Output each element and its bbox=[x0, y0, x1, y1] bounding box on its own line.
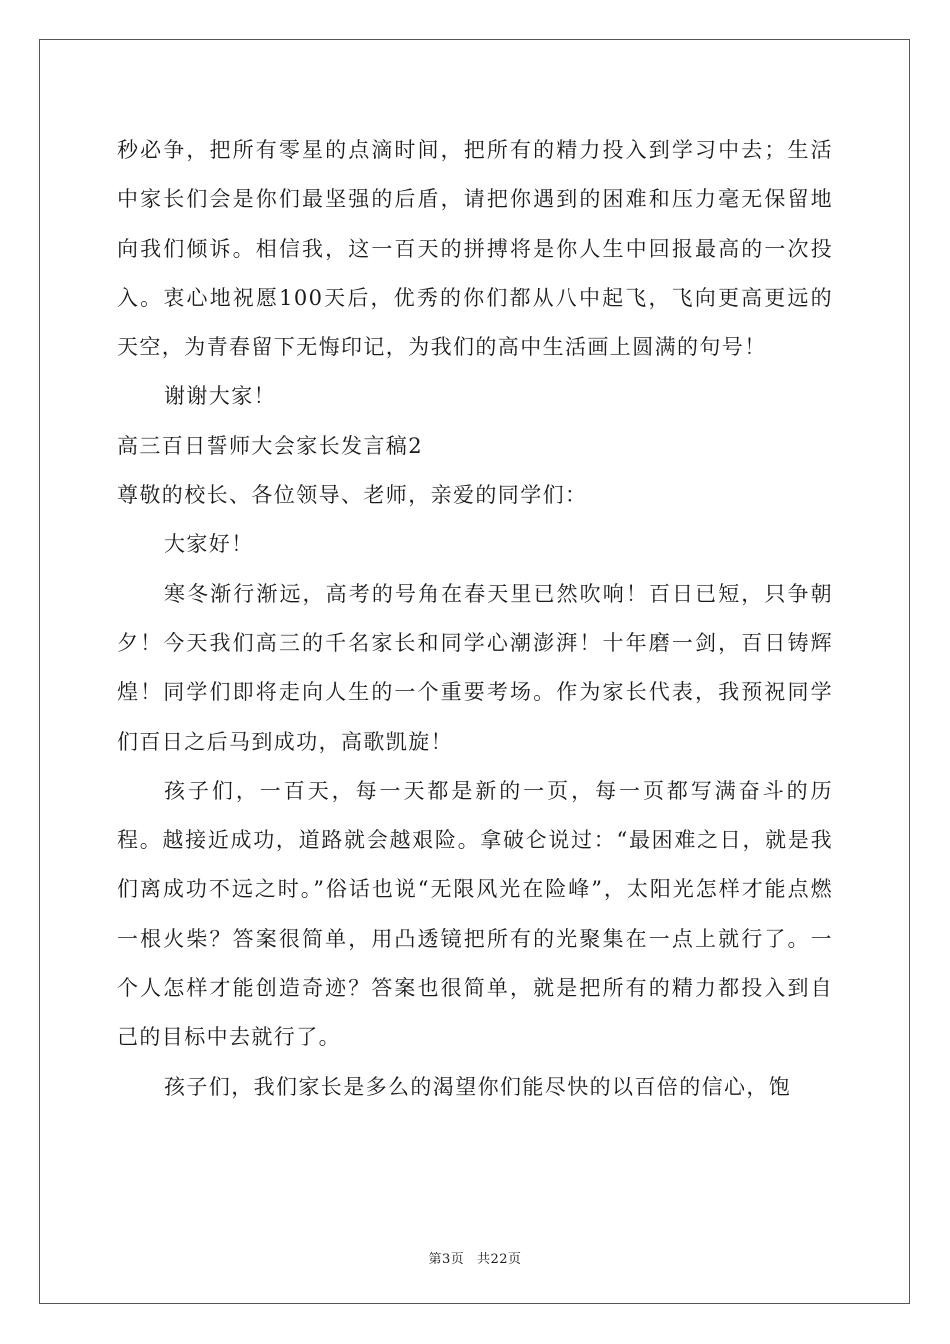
paragraph-parents-hope: 孩子们，我们家长是多么的渴望你们能尽快的以百倍的信心，饱 bbox=[164, 1074, 792, 1099]
paragraph-continuation: 秒必争，把所有零星的点滴时间，把所有的精力投入到学习中去；生活中家长们会是你们最坚强的后盾，请把你遇到的困难和压力毫无保留地向我们倾诉。相信我，这一百天的拼搏将是你人生中回报最高的一次投入。衷心地祝愿100天后，优秀的你们都从八中起飞，飞向更高更远的天空，为青春留下无悔印记，为我们的高中生活画上圆满的句号！ bbox=[117, 138, 833, 360]
paragraph-opening: 寒冬渐行渐远，高考的号角在春天里已然吹响！百日已短，只争朝夕！今天我们高三的千名家长和同学心潮澎湃！十年磨一剑，百日铸辉煌！同学们即将走向人生的一个重要考场。作为家长代表，我预祝同学们百日之后马到成功，高歌凯旋！ bbox=[117, 581, 833, 754]
page-number: 第3页 bbox=[428, 1252, 465, 1267]
document-body bbox=[117, 126, 833, 1112]
section-title: 高三百日誓师大会家长发言稿2 bbox=[117, 433, 423, 458]
paragraph-thanks: 谢谢大家！ bbox=[164, 384, 276, 409]
greeting: 大家好！ bbox=[164, 532, 254, 557]
page-total: 共22页 bbox=[476, 1252, 522, 1267]
page-footer bbox=[0, 1248, 950, 1267]
salutation: 尊敬的校长、各位领导、老师，亲爱的同学们： bbox=[117, 483, 588, 508]
paragraph-hundred-days: 孩子们，一百天，每一天都是新的一页，每一页都写满奋斗的历程。越接近成功，道路就会越艰险。拿破仑说过：“最困难之日，就是我们离成功不远之时。”俗话也说“无限风光在险峰”，太阳光怎样才能点燃一根火柴？答案很简单，用凸透镜把所有的光聚集在一点上就行了。一个人怎样才能创造奇迹？答案也很简单，就是把所有的精力都投入到自己的目标中去就行了。 bbox=[117, 778, 833, 1050]
